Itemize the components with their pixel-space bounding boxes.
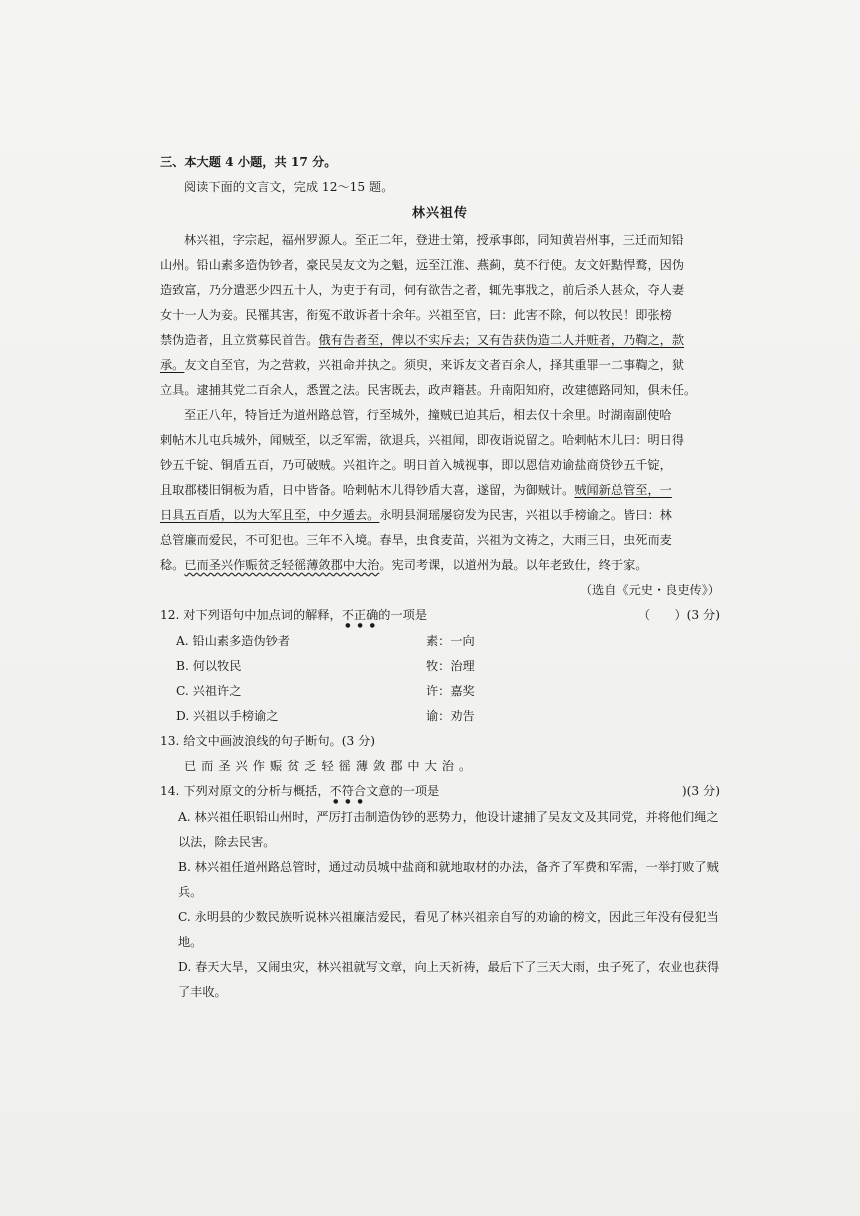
- passage-text: 。宪司考课，以道州为最。以年老致仕，终于家。: [379, 558, 648, 572]
- stem-text: 文意的一项是: [366, 784, 440, 798]
- choice-d: D. 春天大旱，又闹虫灾，林兴祖就写文章，向上天祈祷，最后下了三天大雨，虫子死了，农业也获得了丰收。: [178, 960, 720, 999]
- emphasized-text: 不符合: [329, 784, 367, 798]
- answer-blank: )(3 分): [681, 784, 720, 798]
- passage-line: 钞五千锭、铜盾五百，乃可破贼。兴祖许之。明日首入城视事，即以恩信劝谕盐商贷钞五千锭，: [160, 458, 672, 472]
- passage-text: 禁伪造者，且立赏募民首告。: [160, 333, 319, 347]
- passage-line: 至正八年，特旨迁为道州路总管，行至城外，撞贼已迫其后，相去仅十余里。时湖南副使哈: [184, 408, 672, 422]
- wavy-underlined-sentence: 已而圣兴作赈贫乏轻徭薄敛郡中大治: [184, 558, 380, 572]
- option-sentence: A. 铅山素多造伪钞者: [176, 634, 291, 648]
- option-gloss: 牧：治理: [426, 659, 475, 673]
- question-12: [160, 603, 720, 729]
- option-gloss: 谕：劝告: [426, 709, 475, 723]
- option-sentence: B. 何以牧民: [176, 659, 242, 673]
- passage-paragraph-1: [160, 228, 720, 403]
- question-stem: [160, 779, 439, 805]
- passage-text: 友文自至官，为之营救，兴祖命并执之。须臾，来诉友文者百余人，择其重罪一二事鞫之，狱: [184, 358, 685, 372]
- passage-line: [160, 478, 720, 503]
- question-12-stem: [160, 603, 720, 629]
- exam-sheet: [160, 150, 720, 1005]
- stem-text: 14. 下列对原文的分析与概括，: [160, 784, 330, 798]
- passage-line: 女十一人为妾。民罹其害，衔冤不敢诉者十余年。兴祖至官，曰：此害不除，何以牧民！即张榜: [160, 308, 672, 322]
- question-13-stem: 13. 给文中画波浪线的句子断句。(3 分): [160, 734, 376, 748]
- question-14-stem: [160, 779, 720, 805]
- passage-line: 剌帖木儿屯兵城外，闻贼至，以乏军需，欲退兵，兴祖闻，即夜诣说留之。哈剌帖木儿曰：明日得: [160, 433, 685, 447]
- passage-line: [160, 328, 720, 353]
- emphasized-text: 不正确: [341, 608, 379, 622]
- question-14: [160, 779, 720, 1005]
- passage-line: 林兴祖，字宗起，福州罗源人。至正二年，登进士第，授承事郎，同知黄岩州事，三迁而知铅: [184, 233, 684, 247]
- question-stem: [160, 603, 427, 629]
- option-gloss: 素：一向: [426, 634, 475, 648]
- option-gloss: 许：嘉奖: [426, 684, 475, 698]
- choice-c: C. 永明县的少数民族听说林兴祖廉洁爱民，看见了林兴祖亲自写的劝谕的榜文，因此三年没有侵犯当地。: [178, 910, 719, 949]
- option-sentence: D. 兴祖以手榜谕之: [176, 709, 279, 723]
- passage-line: [160, 503, 720, 528]
- underlined-sentence: 承。: [160, 358, 185, 372]
- underlined-sentence: 贼闻新总管至，一: [574, 483, 672, 497]
- passage-line: [160, 353, 720, 378]
- choice-b: B. 林兴祖任道州路总管时，通过动员城中盐商和就地取材的办法，备齐了军费和军需，一举打败了贼兵。: [178, 860, 719, 899]
- question-13: [160, 729, 720, 779]
- underlined-sentence: 日具五百盾，以为大军且至，中夕遁去。: [160, 508, 380, 522]
- passage-line: 立具。逮捕其党二百余人，悉置之法。民害既去，政声籍甚。升南阳知府，改建德路同知，俱未任。: [160, 383, 697, 397]
- passage-text: 稔。: [160, 558, 185, 572]
- answer-blank: （ ）(3 分): [637, 608, 720, 622]
- passage-text: 且取郡楼旧铜板为盾，日中皆备。哈剌帖木儿得钞盾大喜，遂留，为御贼计。: [160, 483, 575, 497]
- option-row: [160, 679, 720, 704]
- passage-text: 永明县洞瑶屡窃发为民害，兴祖以手榜谕之。皆曰：林: [379, 508, 672, 522]
- choice-a: A. 林兴祖任职铅山州时，严厉打击制造伪钞的恶势力，他设计逮捕了吴友文及其同党，并将他们绳之以法，除去民害。: [178, 810, 719, 849]
- passage-line: 山州。铅山素多造伪钞者，豪民吴友文为之魁，远至江淮、燕蓟，莫不行使。友文奸黠悍鹜，因伪: [160, 258, 685, 272]
- option-row: [160, 654, 720, 679]
- passage-paragraph-2: [160, 403, 720, 578]
- section-header: 三、本大题 4 小题，共 17 分。: [160, 155, 337, 169]
- option-row: [160, 629, 720, 654]
- passage-line: 总管廉而爱民，不可犯也。三年不入境。春旱，虫食麦苗，兴祖为文祷之，大雨三日，虫死而麦: [160, 533, 672, 547]
- passage-line: 造致富，乃分遣恶少四五十人，为吏于有司，伺有欲告之者，辄先事戕之，前后杀人甚众，夺人妻: [160, 283, 685, 297]
- passage-line: [160, 553, 720, 578]
- option-sentence: C. 兴祖许之: [176, 684, 242, 698]
- underlined-sentence: 俄有告者至，俾以不实斥去；又有告获伪造二人并赃者，乃鞫之，款: [318, 333, 685, 347]
- stem-text: 的一项是: [378, 608, 428, 622]
- instruction: 阅读下面的文言文，完成 12～15 题。: [184, 180, 394, 194]
- option-row: [160, 704, 720, 729]
- passage-title: 林兴祖传: [411, 206, 468, 221]
- stem-text: 12. 对下列语句中加点词的解释，: [160, 608, 342, 622]
- sentence-to-punctuate: 已而圣兴作赈贫乏轻徭薄敛郡中大治。: [184, 759, 477, 773]
- passage-source: （选自《元史・良吏传》）: [579, 583, 720, 597]
